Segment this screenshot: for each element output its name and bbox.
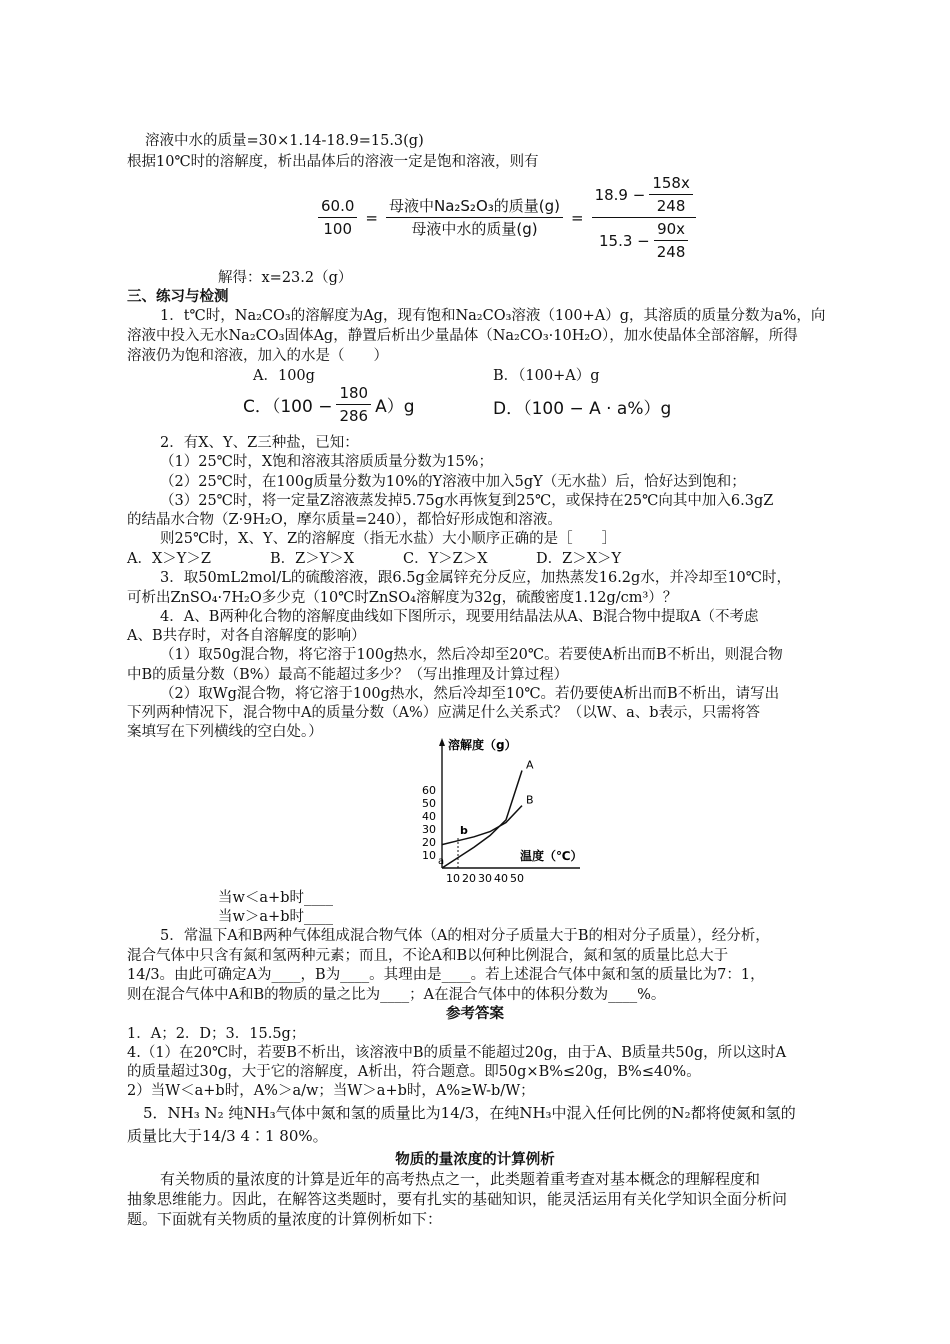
fraction-numeric: 18.9 − $\frac{158x}{248}$ 15.3 − $\frac{90x}{248}$ bbox=[592, 172, 696, 263]
x-axis-title: 温度（℃） bbox=[520, 849, 583, 863]
q1-line-3: 溶液仍为饱和溶液，加入的水是（ ） bbox=[127, 348, 388, 364]
answers-line-6: 质量比大于14/3 4∶1 80%。 bbox=[127, 1127, 328, 1145]
q4-line-6: 下列两种情况下，混合物中A的质量分数（A%）应满足什么关系式？（以W、a、b表示，只需将答 bbox=[127, 705, 761, 721]
q5-line-3: 14/3。由此可确定A为____，B为____。其理由是____。若上述混合气体中氮和氢的质量比为7：1， bbox=[127, 967, 765, 983]
fraction-solubility: $\frac{60.0}{100}$ bbox=[318, 195, 357, 240]
q5-line-2: 混合气体中只含有氮和氢两种元素；而且，不论A和B以何种比例混合，氮和氢的质量比总大于 bbox=[127, 948, 729, 964]
q2-line-4: （3）25℃时，将一定量Z溶液蒸发掉5.75g水再恢复到25℃，或保持在25℃向其中加入6.3gZ bbox=[160, 493, 774, 509]
y-tick-label: 20 bbox=[422, 836, 436, 849]
y-tick-label: 40 bbox=[422, 810, 436, 823]
fraction-mother-liquor: $\frac{\text{母液中Na₂S₂O₃的质量(g)}}{\text{母液中水的质量(g)}}$ bbox=[386, 195, 563, 240]
answers-line-4: 2）当W＜a+b时，A%＞a/w；当W＞a+b时，A%≥W-b/W； bbox=[127, 1083, 535, 1099]
q1-line-1: 1．t℃时，Na₂CO₃的溶解度为Ag，现有饱和Na₂CO₃溶液（100+A）g，其溶质的质量分数为a%，向 bbox=[160, 308, 826, 324]
q4-line-3: （1）取50g混合物，将它溶于100g热水，然后冷却至20℃。若要使A析出而B不析出，则混合物 bbox=[160, 647, 783, 663]
basis-line: 根据10℃时的溶解度，析出晶体后的溶液一定是饱和溶液，则有 bbox=[127, 154, 539, 170]
x-tick-label: 50 bbox=[510, 872, 524, 885]
y-tick-label: 60 bbox=[422, 784, 436, 797]
q4-line-1: 4．A、B两种化合物的溶解度曲线如下图所示，现要用结晶法从A、B混合物中提取A（不考虑 bbox=[160, 609, 759, 625]
article-line-2: 抽象思维能力。因此，在解答这类题时，要有扎实的基础知识，能灵活运用有关化学知识全面分析问 bbox=[127, 1190, 788, 1208]
curve-B bbox=[442, 806, 522, 845]
y-axis-arrow bbox=[439, 738, 445, 746]
q1-line-2: 溶液中投入无水Na₂CO₃固体Ag，静置后析出少量晶体（Na₂CO₃·10H₂O），加水使晶体全部溶解，所得 bbox=[127, 328, 798, 344]
article-title: 物质的量浓度的计算例析 bbox=[395, 1152, 555, 1168]
water-mass-line: 溶液中水的质量=30×1.14-18.9=15.3(g) bbox=[145, 133, 424, 149]
x-tick-label: 20 bbox=[462, 872, 476, 885]
annotation-a: a bbox=[438, 856, 445, 867]
y-tick-label: 10 bbox=[422, 849, 436, 862]
q2-option-a: A．X＞Y＞Z bbox=[127, 551, 211, 567]
article-line-3: 题。下面就有关物质的量浓度的计算例析如下： bbox=[127, 1210, 443, 1228]
q1-option-d: D．（100 − A · a%）g bbox=[493, 399, 672, 419]
answers-line-5: 5．NH₃ N₂ 纯NH₃气体中氮和氢的质量比为14/3，在纯NH₃中混入任何比例的N₂都将使氮和氢的 bbox=[143, 1104, 796, 1122]
q4-line-2: A、B共存时，对各自溶解度的影响） bbox=[127, 628, 366, 644]
x-tick-label: 40 bbox=[494, 872, 508, 885]
x-tick-label: 10 bbox=[446, 872, 460, 885]
ratio-equation: $\frac{60.0}{100}$ = $\frac{\text{母液中Na₂S₂O₃的质量(g)}}{\text{母液中水的质量(g)}}$ = 18.9 − $\frac{158x}{248}$ 15.3 − $\frac{90x}{248}$ bbox=[318, 172, 696, 263]
q4-line-5: （2）取Wg混合物，将它溶于100g热水，然后冷却至10℃。若仍要使A析出而B不析出，请写出 bbox=[160, 686, 780, 702]
answers-line-2: 4.（1）在20℃时，若要B不析出，该溶液中B的质量不能超过20g，由于A、B质量共50g，所以这时A bbox=[127, 1045, 787, 1061]
q1-option-a: A．100g bbox=[253, 368, 315, 384]
y-tick-label: 50 bbox=[422, 797, 436, 810]
x-tick-labels bbox=[446, 872, 524, 885]
q2-option-d: D．Z＞X＞Y bbox=[536, 551, 622, 567]
y-tick-labels bbox=[422, 784, 436, 862]
result-line: 解得：x=23.2（g） bbox=[218, 270, 353, 286]
q1-option-b: B．（100+A）g bbox=[493, 368, 600, 384]
article-line-1: 有关物质的量浓度的计算是近年的高考热点之一，此类题着重考查对基本概念的理解程度和 bbox=[160, 1170, 761, 1188]
section-title: 三、练习与检测 bbox=[127, 289, 229, 305]
answers-line-3: 的质量超过30g，大于它的溶解度，A析出，符合题意。即50g×B%≤20g，B%≤40%。 bbox=[127, 1064, 701, 1080]
series-label-A: A bbox=[526, 758, 534, 772]
q2-line-3: （2）25℃时，在100g质量分数为10%的Y溶液中加入5gY（无水盐）后，恰好达到饱和； bbox=[160, 474, 746, 490]
q4-line-7: 案填写在下列横线的空白处。） bbox=[127, 724, 323, 740]
q2-option-b: B．Z＞Y＞X bbox=[270, 551, 355, 567]
q5-line-4: 则在混合气体中A和B的物质的量之比为____；A在混合气体中的体积分数为____%。 bbox=[127, 987, 666, 1003]
answers-title: 参考答案 bbox=[446, 1006, 504, 1022]
annotation-b: b bbox=[460, 824, 468, 837]
q3-line-1: 3．取50mL2mol/L的硫酸溶液，跟6.5g金属锌充分反应，加热蒸发16.2g水，并冷却至10℃时， bbox=[160, 570, 791, 586]
solubility-chart bbox=[420, 736, 590, 888]
q2-line-5: 的结晶水合物（Z·9H₂O，摩尔质量=240），都恰好形成饱和溶液。 bbox=[127, 512, 562, 528]
q2-option-c: C．Y＞Z＞X bbox=[403, 551, 488, 567]
x-tick-label: 30 bbox=[478, 872, 492, 885]
answers-line-1: 1．A；2．D；3．15.5g； bbox=[127, 1026, 306, 1042]
q2-line-2: （1）25℃时，X饱和溶液其溶质质量分数为15%； bbox=[160, 454, 493, 470]
series-label-B: B bbox=[526, 793, 534, 807]
q1-option-c: C．（100 − $\frac{180}{286}$ A）g bbox=[243, 384, 415, 425]
q5-line-1: 5．常温下A和B两种气体组成混合物气体（A的相对分子质量大于B的相对分子质量），经分析， bbox=[160, 928, 770, 944]
y-tick-label: 30 bbox=[422, 823, 436, 836]
q4-case-2: 当w＞a+b时____ bbox=[218, 909, 333, 925]
y-axis-title: 溶解度（g） bbox=[448, 738, 517, 752]
q2-line-6: 则25℃时，X、Y、Z的溶解度（指无水盐）大小顺序正确的是［ ］ bbox=[160, 531, 617, 547]
q4-line-4: 中B的质量分数（B%）最高不能超过多少？（写出推理及计算过程） bbox=[127, 667, 569, 683]
q4-case-1: 当w＜a+b时____ bbox=[218, 890, 333, 906]
q2-line-1: 2．有X、Y、Z三种盐，已知： bbox=[160, 435, 359, 451]
q3-line-2: 可析出ZnSO₄·7H₂O多少克（10℃时ZnSO₄溶解度为32g，硫酸密度1.12g/cm³）？ bbox=[127, 590, 678, 606]
